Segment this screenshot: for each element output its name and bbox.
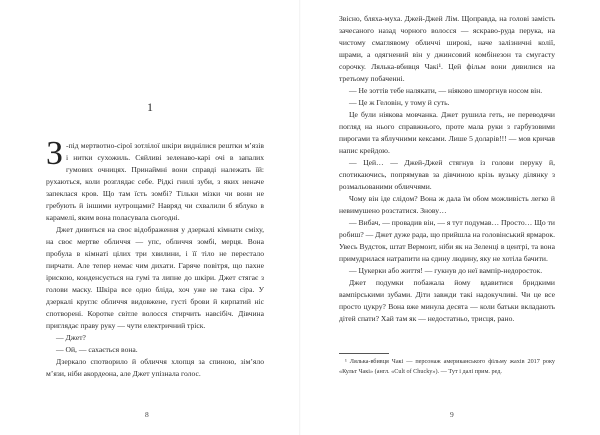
dialogue-line: — Ой, — сахається вона. bbox=[56, 345, 138, 354]
dialogue-line: — Джет? bbox=[56, 333, 86, 342]
paragraph: Це були ніякова мовчанка. Джет рушила геть, не переводячи погляд на нього справжнього, проте мала руки з гарбузовими пирогами та яблучними кексами. Лише 5 доларів!!! — мов кричав напис крейдою. bbox=[339, 110, 555, 155]
dialogue-line: — Не зоттів тебе налякати, — ніяково шморгнув носом він. bbox=[349, 86, 543, 95]
right-page-text bbox=[339, 13, 555, 325]
footnote bbox=[339, 357, 555, 376]
dialogue-line: — Цукерки або життя! — гукнув до неї вампір-недоросток. bbox=[349, 266, 543, 275]
chapter-number: 1 bbox=[147, 100, 153, 114]
paragraph: Звісно, бляха-муха. Джей-Джей Лім. Щоправда, на голові замість зачесаного назад чорного волосся — яскраво-руда перука, на чистому смаглявому обличчі широкі, наче залізничні колії, шрами, а одягнений він у джинсовий комбінезон та смугасту сорочку. Лялька-вбивця Чакі¹. Цей фільм вони дивилися на третьому побаченні. bbox=[339, 14, 555, 83]
footnote-rule bbox=[339, 353, 389, 354]
paragraph: З -під мертвотно-сірої зотлілої шкіри виднілися рештки м’язів і нитки сухожиль. Сяйливі зеленаво-карі очі в запалих гумових очницях. Принаймні вони справді належать їй: рухаються, коли розглядає себе. Рідкі гнилі зуби, з яких неначе запеклася кров. Що там їсть зомбі? Тільки мізки чи вони не гребують й іншими нутрощами? Навряд чи схвалили б яблуко в карамелі, яким вона поласувала сьогодні. bbox=[46, 135, 264, 222]
paragraph: Джет подумки побажала йому вдавитися бридкими вампірськими зубами. Діти завжди такі надокучливі. Чи це все просто цукру? Вона вже минула десята — коли батьки вкладають дітей спати? Хай там як — недостатньо, трисця, рано. bbox=[339, 278, 555, 323]
footnote-text: ¹ Лялька-вбивця Чакі — персонаж американського фільму жахів 2017 року «Культ Чакі» (англ. «Cult of Chucky»). — Тут і далі прим. ред. bbox=[339, 358, 555, 375]
dialogue-line: — Це ж Геловін, у тому й суть. bbox=[349, 98, 450, 107]
dialogue-line: — Вибач, — провадив він, — я тут подумав… Просто… Що ти робиш? — Джет дуже рада, що прийшла на головінський ярмарок. Увесь Вудсток, штат Вермонт, ніби як на Зеленці в центрі, та вона примудрилася натрапити на єдину людину, яку не хотіла бачити. bbox=[339, 218, 555, 263]
page-number-right: 9 bbox=[450, 410, 454, 419]
left-page-text bbox=[46, 135, 264, 380]
dialogue-line: — Цей… — Джей-Джей стягнув із голови перуку й, спотикаючись, попрямував за дівчиною крізь вузьку ділянку з розмальованими обличчями. bbox=[339, 158, 555, 191]
page-number-left: 8 bbox=[145, 410, 149, 419]
drop-cap: З bbox=[46, 135, 64, 172]
paragraph: Джет дивиться на своє відображення у дзеркалі кімнати сміху, на своє мертве обличчя — упс, обличчя зомбі, мерця. Вона пробула в кімнаті цілих три хвилини, і її тіло не перестало пирчати. Але тепер немає чим дихати. Гаряче повітря, що пахне ірискою, конденсується на гумі та липне до шкіри. Джет стягає з голови маску. Шкіра все одно бліда, хоч уже не така сіра. У дзеркалі круглє обличчя видовжене, густі брови й кирпатий ніс спотворені. Коротке світле волосся стирчить навсібіч. Дівчина приглядає праву руку — чути електричний тріск. bbox=[46, 225, 264, 330]
paragraph: Дзеркало спотворило й обличчя хлопця за спиною, зім’яло м’язи, ніби акордеона, але Джет упізнала голос. bbox=[46, 357, 264, 378]
paragraph: Чому він іде слідом? Вона ж дала їм обом можливість легко й невимушено розстатися. Знову… bbox=[339, 194, 555, 215]
